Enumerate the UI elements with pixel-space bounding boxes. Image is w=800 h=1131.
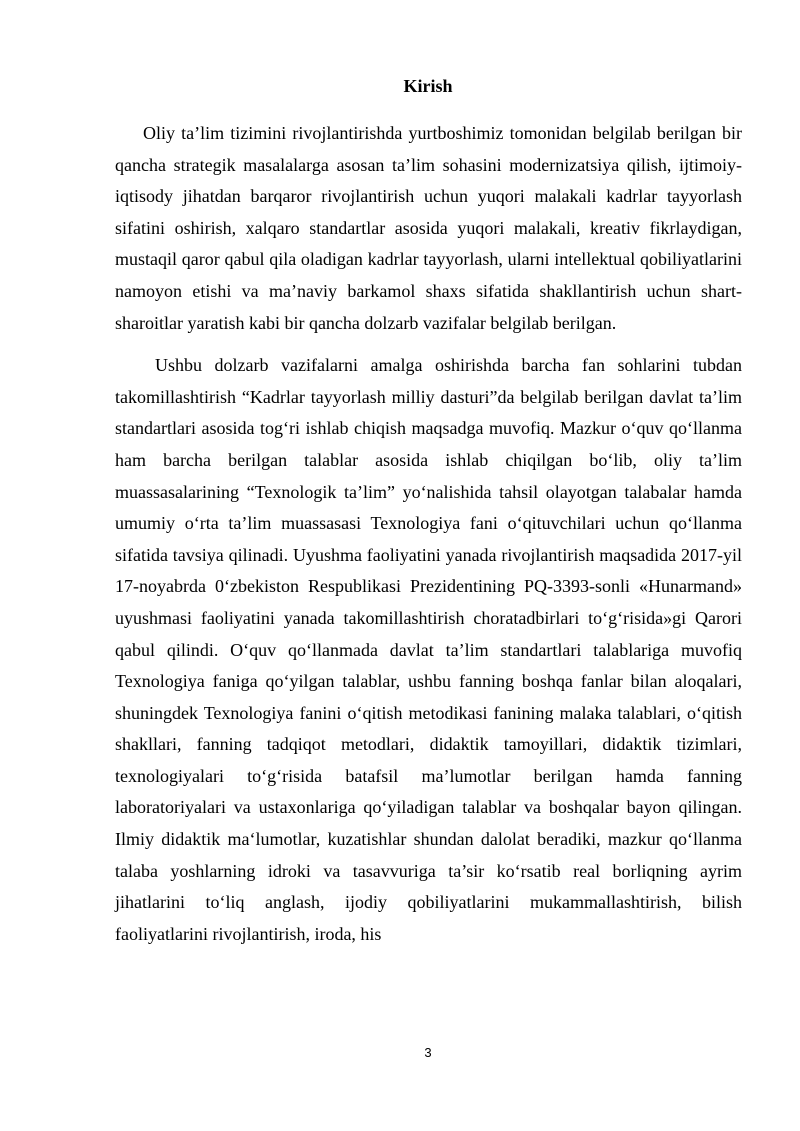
page-number: 3 <box>424 1045 432 1060</box>
paragraph-1: Oliy ta’lim tizimini rivojlantirishda yurtboshimiz tomonidan belgilab berilgan bir qancha strategik masalalarga asosan ta’lim sohasini modernizatsiya qilish, ijtimoiy-iqtisody jihatdan barqaror rivojlantirish uchun yuqori malakali kadrlar tayyorlash sifatini oshirish, xalqaro standartlar asosida yuqori malakali, kreativ fikrlaydigan, mustaqil qaror qabul qila oladigan kadrlar tayyorlash, ularni intellektual qobiliyatlarini namoyon etishi va ma’naviy barkamol shaxs sifatida shakllantirish uchun shart-sharoitlar yaratish kabi bir qancha dolzarb vazifalar belgilab berilgan. <box>115 123 742 333</box>
page-title: Kirish <box>403 76 453 96</box>
body-text <box>115 118 742 950</box>
paragraph-2: Ushbu dolzarb vazifalarni amalga oshirishda barcha fan sohlarini tubdan takomillashtirish “Kadrlar tayyorlash milliy dasturi”da belgilab berilgan davlat ta’lim standartlari asosida tog‘ri ishlab chiqish maqsadga muvofiq. Mazkur o‘quv qo‘llanma ham barcha berilgan talablar asosida ishlab chiqilgan bo‘lib, oliy ta’lim muassasalarining “Texnologik ta’lim” yo‘nalishida tahsil olayotgan talabalar hamda umumiy o‘rta ta’lim muassasasi Texnologiya fani o‘qituvchilari uchun qo‘llanma sifatida tavsiya qilinadi. Uyushma faoliyatini yanada rivojlantirish maqsadida 2017-yil 17-noyabrda 0‘zbekiston Respublikasi Prezidentining PQ-3393-sonli «Hunarmand» uyushmasi faoliyatini yanada takomillashtirish choratadbirlari to‘g‘risida»gi Qarori qabul qilindi. O‘quv qo‘llanmada davlat ta’lim standartlari talablariga muvofiq Texnologiya faniga qo‘yilgan talablar, ushbu fanning boshqa fanlar bilan aloqalari, shuningdek Texnologiya fanini o‘qitish metodikasi fanining malaka talablari, o‘qitish shakllari, fanning tadqiqot metodlari, didaktik tamoyillari, didaktik tizimlari, texnologiyalari to‘g‘risida batafsil ma’lumotlar berilgan hamda fanning laboratoriyalari va ustaxonlariga qo‘yiladigan talablar va boshqalar bayon qilingan. Ilmiy didaktik ma‘lumotlar, kuzatishlar shundan dalolat beradiki, mazkur qo‘llanma talaba yoshlarning idroki va tasavvuriga ta’sir ko‘rsatib real borliqning ayrim jihatlarini to‘liq anglash, ijodiy qobiliyatlarini mukammallashtirish, bilish faoliyatlarini rivojlantirish, iroda, his <box>115 355 742 944</box>
